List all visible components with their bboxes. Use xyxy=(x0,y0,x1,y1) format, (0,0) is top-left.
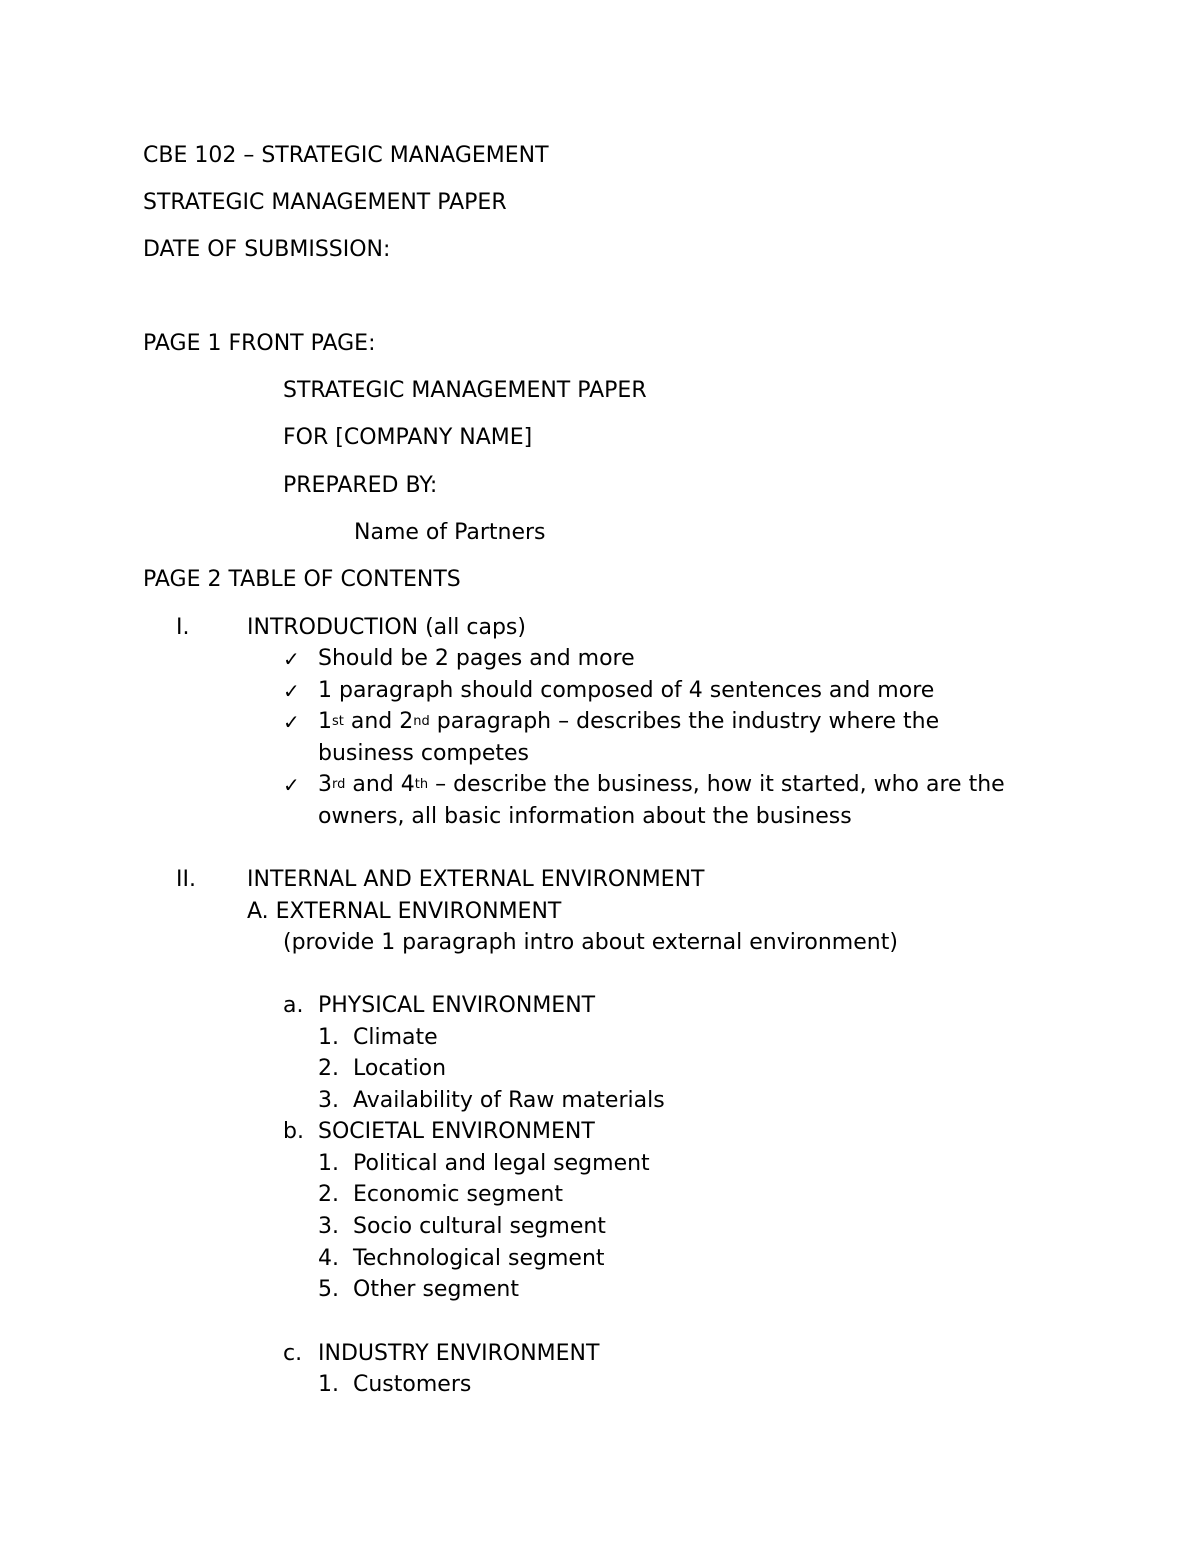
list-number: 2. xyxy=(318,1182,339,1207)
list-item: Technological segment xyxy=(353,1246,605,1271)
ordinal-suffix: th xyxy=(414,777,429,792)
intro-bullet-1: Should be 2 pages and more xyxy=(318,646,635,671)
intro-bullet-3 xyxy=(318,708,939,736)
ordinal-suffix: st xyxy=(332,714,344,729)
physical-environment-heading: PHYSICAL ENVIRONMENT xyxy=(318,993,596,1018)
list-item: Location xyxy=(353,1056,447,1081)
list-number: 1. xyxy=(318,1151,339,1176)
list-number: 2. xyxy=(318,1056,339,1081)
list-number: 3. xyxy=(318,1088,339,1113)
list-number: 1. xyxy=(318,1025,339,1050)
front-page-prepared-by: PREPARED BY: xyxy=(283,473,438,498)
subsection-c-marker: c. xyxy=(283,1341,303,1366)
list-item: Economic segment xyxy=(353,1182,563,1207)
list-item: Climate xyxy=(353,1025,438,1050)
list-number: 1. xyxy=(318,1372,339,1397)
subsection-a-marker: a. xyxy=(283,993,304,1018)
list-item: Availability of Raw materials xyxy=(353,1088,665,1113)
list-item: Other segment xyxy=(353,1277,519,1302)
external-environment-note: (provide 1 paragraph intro about external environment) xyxy=(283,930,898,955)
intro-bullet-2: 1 paragraph should composed of 4 sentences and more xyxy=(318,678,935,703)
subsection-b-marker: b. xyxy=(283,1119,304,1144)
intro-bullet-3-continued: business competes xyxy=(318,741,529,766)
ordinal-number: and 2 xyxy=(343,709,414,734)
course-title: CBE 102 – STRATEGIC MANAGEMENT xyxy=(143,143,549,168)
intro-bullet-4-continued: owners, all basic information about the business xyxy=(318,804,852,829)
section-1-numeral: I. xyxy=(176,615,190,640)
ordinal-suffix: rd xyxy=(332,777,346,792)
list-item: Socio cultural segment xyxy=(353,1214,606,1239)
ordinal-number: 3 xyxy=(318,772,332,797)
societal-environment-heading: SOCIETAL ENVIRONMENT xyxy=(318,1119,595,1144)
external-environment-heading: A. EXTERNAL ENVIRONMENT xyxy=(247,899,562,924)
list-item: Customers xyxy=(353,1372,472,1397)
list-item: Political and legal segment xyxy=(353,1151,650,1176)
front-page-partners: Name of Partners xyxy=(354,520,546,545)
list-number: 4. xyxy=(318,1246,339,1271)
list-number: 5. xyxy=(318,1277,339,1302)
checkmark-icon: ✓ xyxy=(283,710,300,734)
checkmark-icon: ✓ xyxy=(283,647,300,671)
checkmark-icon: ✓ xyxy=(283,773,300,797)
section-2-numeral: II. xyxy=(176,867,196,892)
bullet-text: – describe the business, how it started, who are the xyxy=(428,772,1005,797)
page1-heading: PAGE 1 FRONT PAGE: xyxy=(143,331,376,356)
section-1-title: INTRODUCTION (all caps) xyxy=(247,615,526,640)
front-page-company: FOR [COMPANY NAME] xyxy=(283,425,533,450)
ordinal-number: 1 xyxy=(318,709,332,734)
front-page-title: STRATEGIC MANAGEMENT PAPER xyxy=(283,378,647,403)
industry-environment-heading: INDUSTRY ENVIRONMENT xyxy=(318,1341,600,1366)
ordinal-number: and 4 xyxy=(345,772,415,797)
ordinal-suffix: nd xyxy=(413,714,430,729)
paper-title: STRATEGIC MANAGEMENT PAPER xyxy=(143,190,507,215)
submission-date-label: DATE OF SUBMISSION: xyxy=(143,237,391,262)
section-2-title: INTERNAL AND EXTERNAL ENVIRONMENT xyxy=(247,867,705,892)
list-number: 3. xyxy=(318,1214,339,1239)
bullet-text: paragraph – describes the industry where the xyxy=(429,709,940,734)
intro-bullet-4 xyxy=(318,771,1005,799)
checkmark-icon: ✓ xyxy=(283,679,300,703)
page2-heading: PAGE 2 TABLE OF CONTENTS xyxy=(143,567,461,592)
